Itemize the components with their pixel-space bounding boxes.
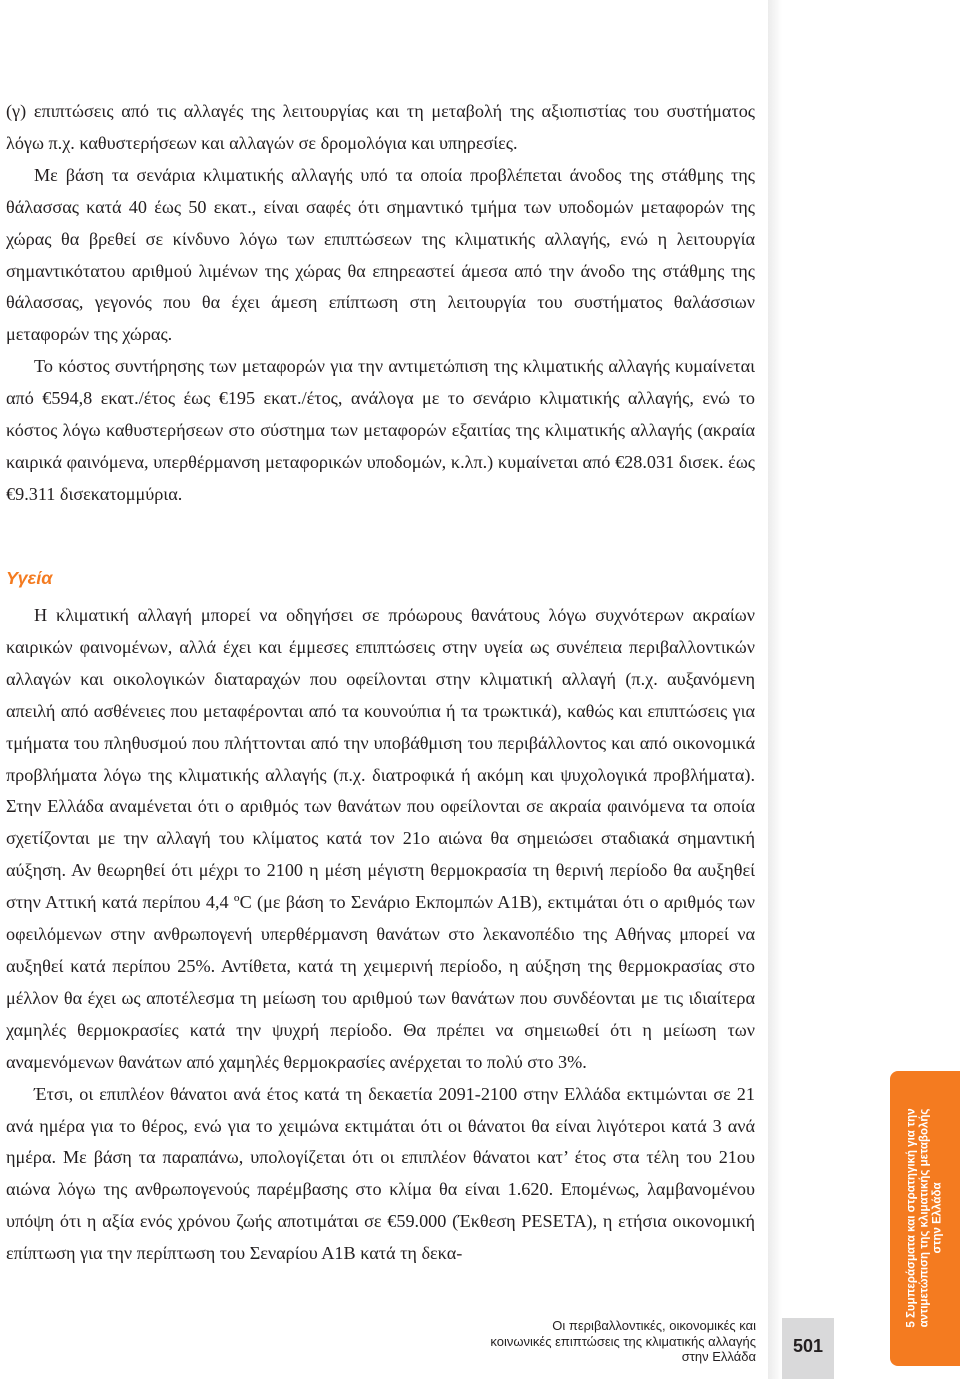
chapter-side-tab-label [906,1078,945,1358]
paragraph-transport-cost: Το κόστος συντήρησης των μεταφορών για την αντιμετώπιση της κλιματικής αλλαγής κυμαίνεται από €594,8 εκατ./έτος έως €195 εκατ./έτος, ανάλογα με το σενάριο κλιματικής αλλαγής, ενώ το κόστος λόγω καθυστερήσεων στο σύστημα των μεταφορών εξαιτίας της κλιματικής αλλαγής (ακραία καιρικά φαινόμενα, υπερθέρμανση μεταφορικών υποδομών, κ.λπ.) κυμαίνεται από €28.031 δισεκ. έως €9.311 δισεκατομμύρια. [6,356,755,504]
paragraph-item-c: (γ) επιπτώσεις από τις αλλαγές της λειτουργίας και τη μεταβολή της αξιοπιστίας του συστήματος λόγω π.χ. καθυστερήσεων και αλλαγών σε δρομολόγια και υπηρεσίες. [6,101,755,153]
side-tab-line: 5 Συμπεράσματα και στρατηγική για την [905,1108,918,1328]
side-tab-line: στην Ελλάδα [931,1182,944,1254]
page-gutter [768,0,782,1379]
chapter-side-tab [890,1071,960,1366]
paragraph-health-2: Έτσι, οι επιπλέον θάνατοι ανά έτος κατά τη δεκαετία 2091-2100 στην Ελλάδα εκτιμώνται σε 21 ανά ημέρα για το θέρος, ενώ για το χειμώνα εκτιμάται ότι οι θάνατοι θα είναι λιγότεροι κατά 3 ανά ημέρα. Με βάση τα παραπάνω, υπολογίζεται ότι οι επιπλέον θάνατοι κατ’ έτος στα τέλη του 21ου αιώνα λόγω της ανθρωπογενούς παρέμβασης στο κλίμα θα είναι 1.620. Επομένως, λαμβανομένου υπόψη ότι η αξία ενός χρόνου ζωής αποτιμάται σε €59.000 (Έκθεση PESETA), η ετήσια οικονομική επίπτωση για την περίπτωση του Σεναρίου Α1Β κατά τη δεκα- [6,1083,755,1264]
paragraph-health-1: Η κλιματική αλλαγή μπορεί να οδηγήσει σε πρόωρους θανάτους λόγω συχνότερων ακραίων καιρικών φαινομένων, αλλά έχει και έμμεσες επιπτώσεις στην υγεία ως συνέπεια περιβαλλοντικών αλλαγών και οικολογικών διαταραχών που οφείλονται στην κλιματική αλλαγή (π.χ. αυξανόμενη απειλή από ασθένειες που μεταφέρονται από τα κουνούπια ή τα τρωκτικά), καθώς και επιπτώσεις για τμήματα του πληθυσμού που πλήττονται από την υποβάθμιση του περιβάλλοντος και από οικονομικά προβλήματα λόγω της κλιματικής αλλαγής (π.χ. διατροφικά ή ακόμη και ψυχολογικά προβλήματα). Στην Ελλάδα αναμένεται ότι ο αριθμός των θανάτων που οφείλονται σε ακραία φαινόμενα τα οποία σχετίζονται με την αλλαγή του κλίματος κατά τον 21ο αιώνα θα σημειώσει σταδιακά σημαντική αύξηση. Αν θεωρηθεί ότι μέχρι το 2100 η μέση μέγιστη θερμοκρασία τη θερινή περίοδο θα αυξηθεί στην Αττική κατά περίπου 4,4 ºC (με βάση το Σενάριο Εκπομπών Α1Β), εκτιμάται ότι ο αριθμός των οφειλόμενων στην ανθρωπογενή υπερθέρμανση θανάτων στο λεκανοπέδιο της Αθήνας μπορεί να αυξηθεί κατά περίπου 25%. Αντίθετα, κατά τη χειμερινή περίοδο, η αύξηση της θερμοκρασίας στο μέλλον θα έχει ως αποτέλεσμα τη μείωση του αριθμού των θανάτων που συνδέονται με τις ιδιαίτερα χαμηλές θερμοκρασίες κατά την ψυχρή περίοδο. Θα πρέπει να σημειωθεί ότι η μείωση των αναμενόμενων θανάτων από χαμηλές θερμοκρασίες ανέρχεται το πολύ στο 3%. [6,605,755,1072]
paragraph-sea-level: Με βάση τα σενάρια κλιματικής αλλαγής υπό τα οποία προβλέπεται άνοδος της στάθμης της θάλασσας κατά 40 έως 50 εκατ., είναι σαφές ότι σημαντικό τμήμα των υποδομών μεταφορών της χώρας θα βρεθεί σε κίνδυνο λόγω των επιπτώσεων της κλιματικής αλλαγής, ενώ η λειτουργία σημαντικότατου αριθμού λιμένων της χώρας θα επηρεαστεί άμεσα από την άνοδο της στάθμης της θάλασσας, γεγονός που θα έχει άμεση επίπτωση στη λειτουργία του συστήματος θαλάσσιων μεταφορών της χώρας. [6,164,755,345]
page-number: 501 [792,1336,824,1356]
footer-title-line: στην Ελλάδα [681,1349,756,1364]
running-footer-title [478,1318,756,1365]
footer-title-line: Οι περιβαλλοντικές, οικονομικές και [552,1318,756,1333]
side-tab-line: αντιμετώπιση της κλιματικής μεταβολής [918,1108,931,1328]
body-text-top [6,96,755,511]
footer-title-line: κοινωνικές επιπτώσεις της κλιματικής αλλαγής [490,1333,756,1349]
body-text-health [6,600,755,1270]
section-heading-health: Υγεία [6,568,53,588]
